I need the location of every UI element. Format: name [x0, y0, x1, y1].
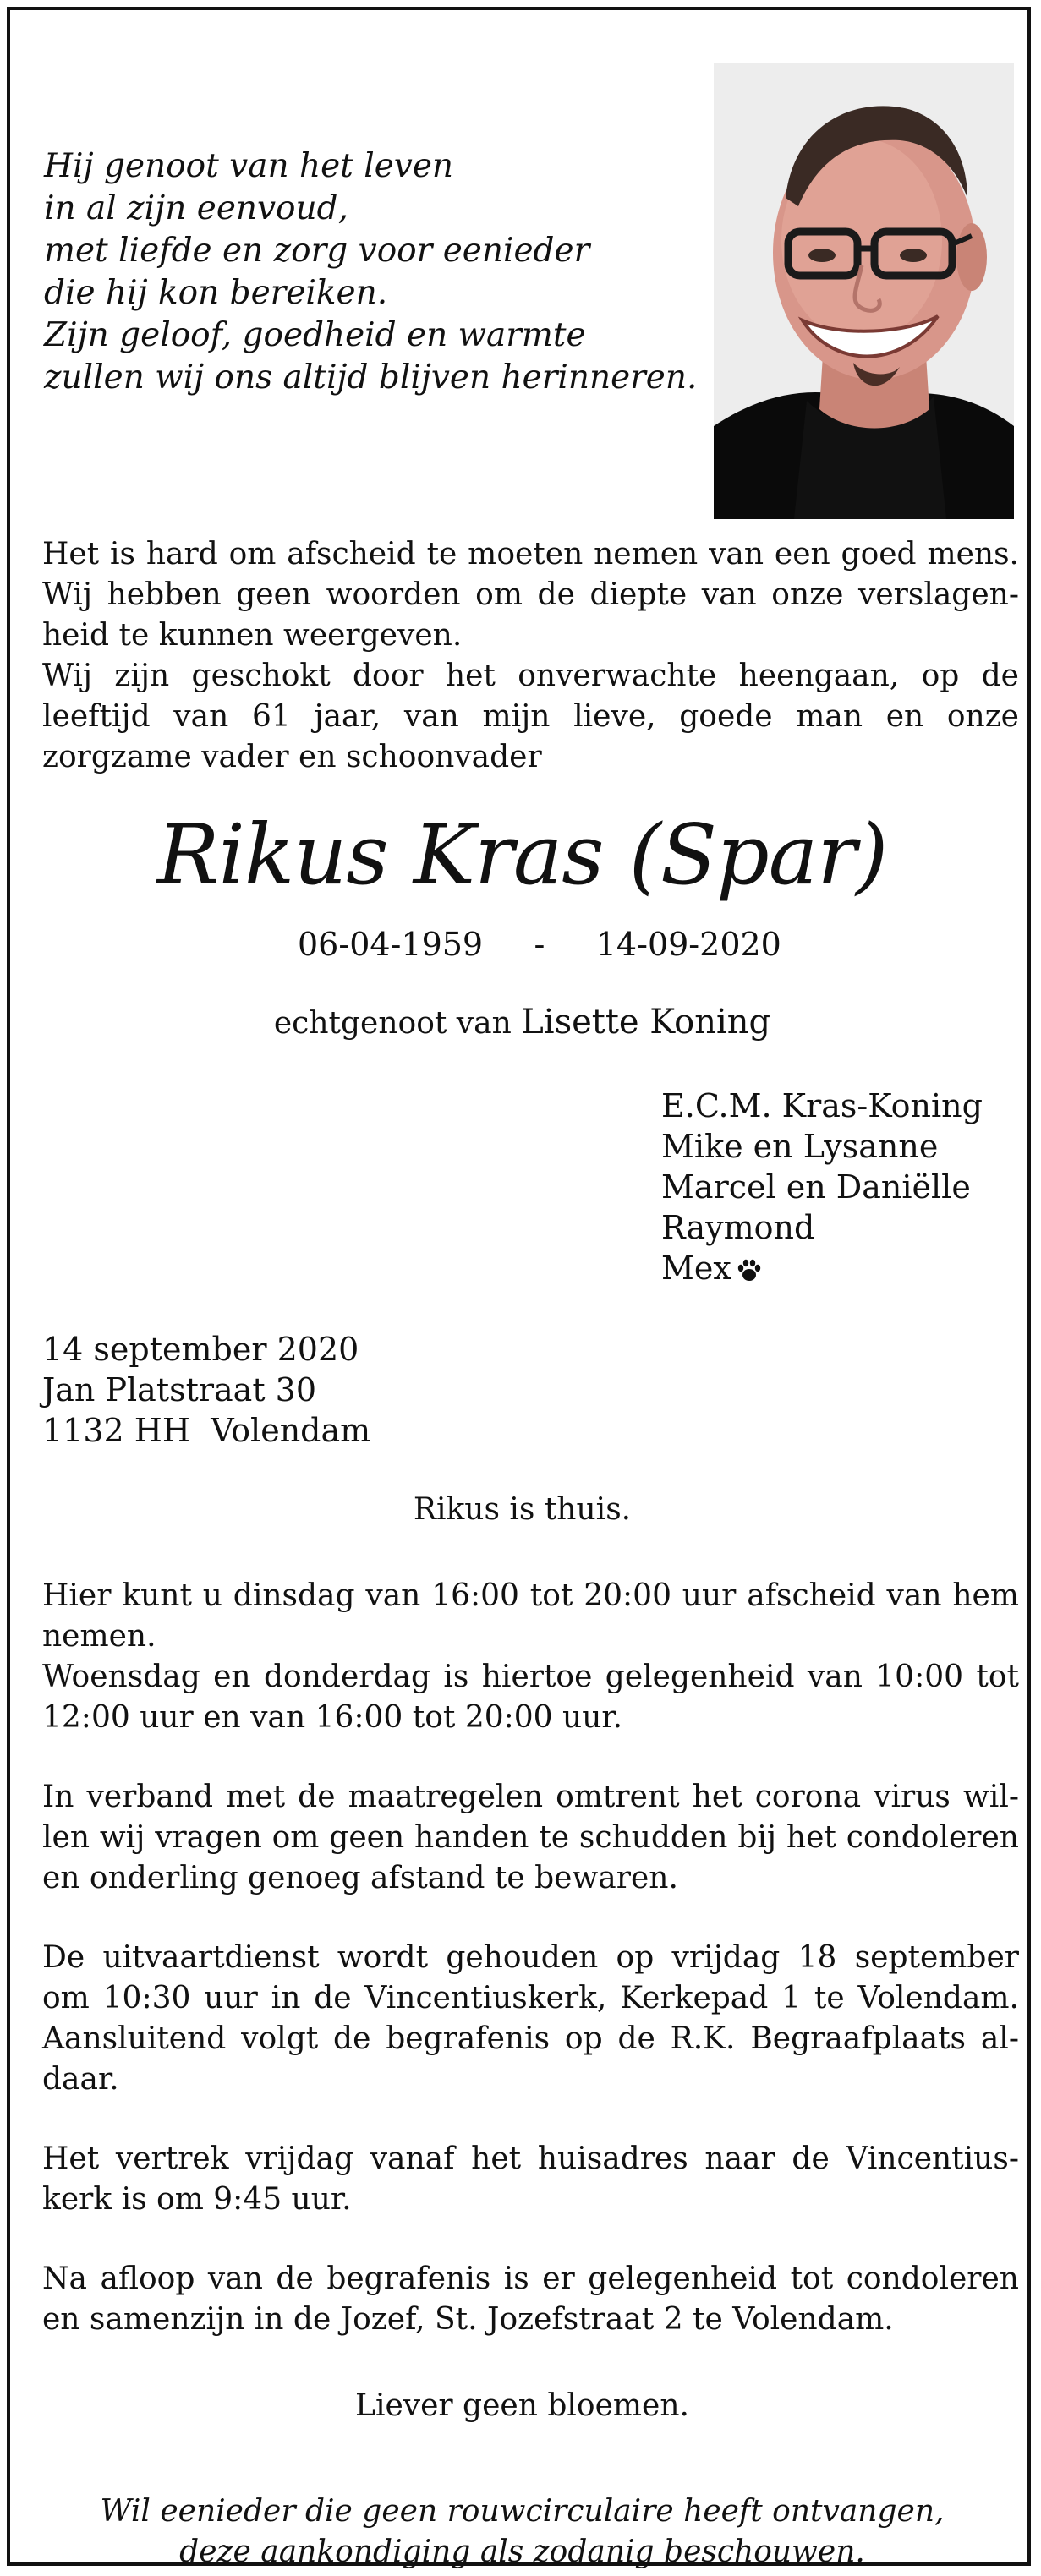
- service-line: De uitvaartdienst wordt gehouden op vrijdag 18 september: [42, 1940, 1019, 1975]
- address-city: 1132 HH Volendam: [42, 1412, 371, 1449]
- date-separator: -: [534, 926, 545, 963]
- announcement-border: [7, 7, 1031, 2569]
- departure-paragraph: [42, 2139, 1019, 2220]
- service-line: Aansluitend volgt de begrafenis op de R.K. Begraafplaats al-: [42, 2021, 1019, 2056]
- family-list: [661, 1086, 983, 1292]
- poem-line: met liefde en zorg voor eenieder: [44, 232, 590, 270]
- visiting-line: Woensdag en donderdag is hiertoe gelegenheid van 10:00 tot: [42, 1660, 1019, 1694]
- family-member-pet: [661, 1248, 983, 1292]
- condolence-line: Na afloop van de begrafenis is er gelegenheid tot condoleren: [42, 2262, 1019, 2296]
- family-member: Marcel en Daniëlle: [661, 1168, 971, 1206]
- intro-line: Wij zijn geschokt door het onverwachte heengaan, op de: [42, 659, 1019, 693]
- service-paragraph: [42, 1938, 1019, 2100]
- memorial-poem: [44, 145, 704, 399]
- departure-line: kerk is om 9:45 uur.: [42, 2182, 352, 2217]
- portrait-illustration: [714, 63, 1014, 519]
- condolence-line: en samenzijn in de Jozef, St. Jozefstraat 2 te Volendam.: [42, 2302, 894, 2337]
- life-dates: [298, 923, 781, 965]
- poem-line: zullen wij ons altijd blijven herinneren.: [44, 358, 698, 397]
- intro-line: Het is hard om afscheid te moeten nemen van een goed mens.: [42, 537, 1019, 572]
- corona-line: en onderling genoeg afstand te bewaren.: [42, 1861, 678, 1895]
- paw-icon: [737, 1251, 762, 1292]
- birth-date: 06-04-1959: [298, 926, 484, 963]
- address-street: Jan Platstraat 30: [42, 1371, 317, 1408]
- visiting-paragraph: [42, 1576, 1019, 1738]
- intro-line: zorgzame vader en schoonvader: [42, 740, 542, 774]
- family-member: E.C.M. Kras-Koning: [661, 1087, 983, 1124]
- intro-line: leeftijd van 61 jaar, van mijn lieve, goede man en onze: [42, 699, 1019, 734]
- intro-paragraph: [42, 534, 1019, 778]
- portrait-photo: [714, 63, 1014, 519]
- address-date: 14 september 2020: [42, 1331, 359, 1368]
- home-notice: Rikus is thuis.: [413, 1492, 632, 1527]
- corona-paragraph: [42, 1777, 1019, 1899]
- visiting-line: 12:00 uur en van 16:00 tot 20:00 uur.: [42, 1700, 623, 1735]
- spouse-line: [10, 1001, 1034, 1045]
- poem-line: Zijn geloof, goedheid en warmte: [44, 316, 586, 354]
- spouse-name: Lisette Koning: [521, 1003, 771, 1042]
- poem-line: die hij kon bereiken.: [44, 274, 388, 312]
- closing-note: [10, 2491, 1034, 2573]
- intro-line: Wij hebben geen woorden om de diepte van onze verslagen-: [42, 577, 1019, 612]
- service-line: daar.: [42, 2062, 119, 2097]
- intro-line: heid te kunnen weergeven.: [42, 618, 463, 653]
- deceased-name: Rikus Kras (Spar): [156, 807, 888, 904]
- service-line: om 10:30 uur in de Vincentiuskerk, Kerkepad 1 te Volendam.: [42, 1981, 1019, 2015]
- visiting-line: Hier kunt u dinsdag van 16:00 tot 20:00 uur afscheid van hem: [42, 1578, 1019, 1613]
- departure-line: Het vertrek vrijdag vanaf het huisadres naar de Vincentius-: [42, 2141, 1019, 2176]
- pet-name: Mex: [661, 1250, 731, 1287]
- visiting-line: nemen.: [42, 1619, 156, 1654]
- poem-line: Hij genoot van het leven: [44, 147, 454, 185]
- corona-line: len wij vragen om geen handen te schudden bij het condoleren: [42, 1820, 1019, 1855]
- corona-line: In verband met de maatregelen omtrent het corona virus wil-: [42, 1780, 1019, 1814]
- closing-line: Wil eenieder die geen rouwcirculaire heeft ontvangen,: [100, 2494, 945, 2529]
- family-member: Mike en Lysanne: [661, 1128, 939, 1165]
- closing-line: deze aankondiging als zodanig beschouwen.: [179, 2535, 865, 2569]
- spouse-prefix: echtgenoot van: [273, 1006, 512, 1041]
- poem-line: in al zijn eenvoud,: [44, 189, 349, 227]
- death-date: 14-09-2020: [595, 926, 781, 963]
- flowers-notice: Liever geen bloemen.: [355, 2388, 689, 2423]
- address-block: [42, 1329, 370, 1451]
- family-member: Raymond: [661, 1209, 815, 1246]
- condolence-paragraph: [42, 2259, 1019, 2340]
